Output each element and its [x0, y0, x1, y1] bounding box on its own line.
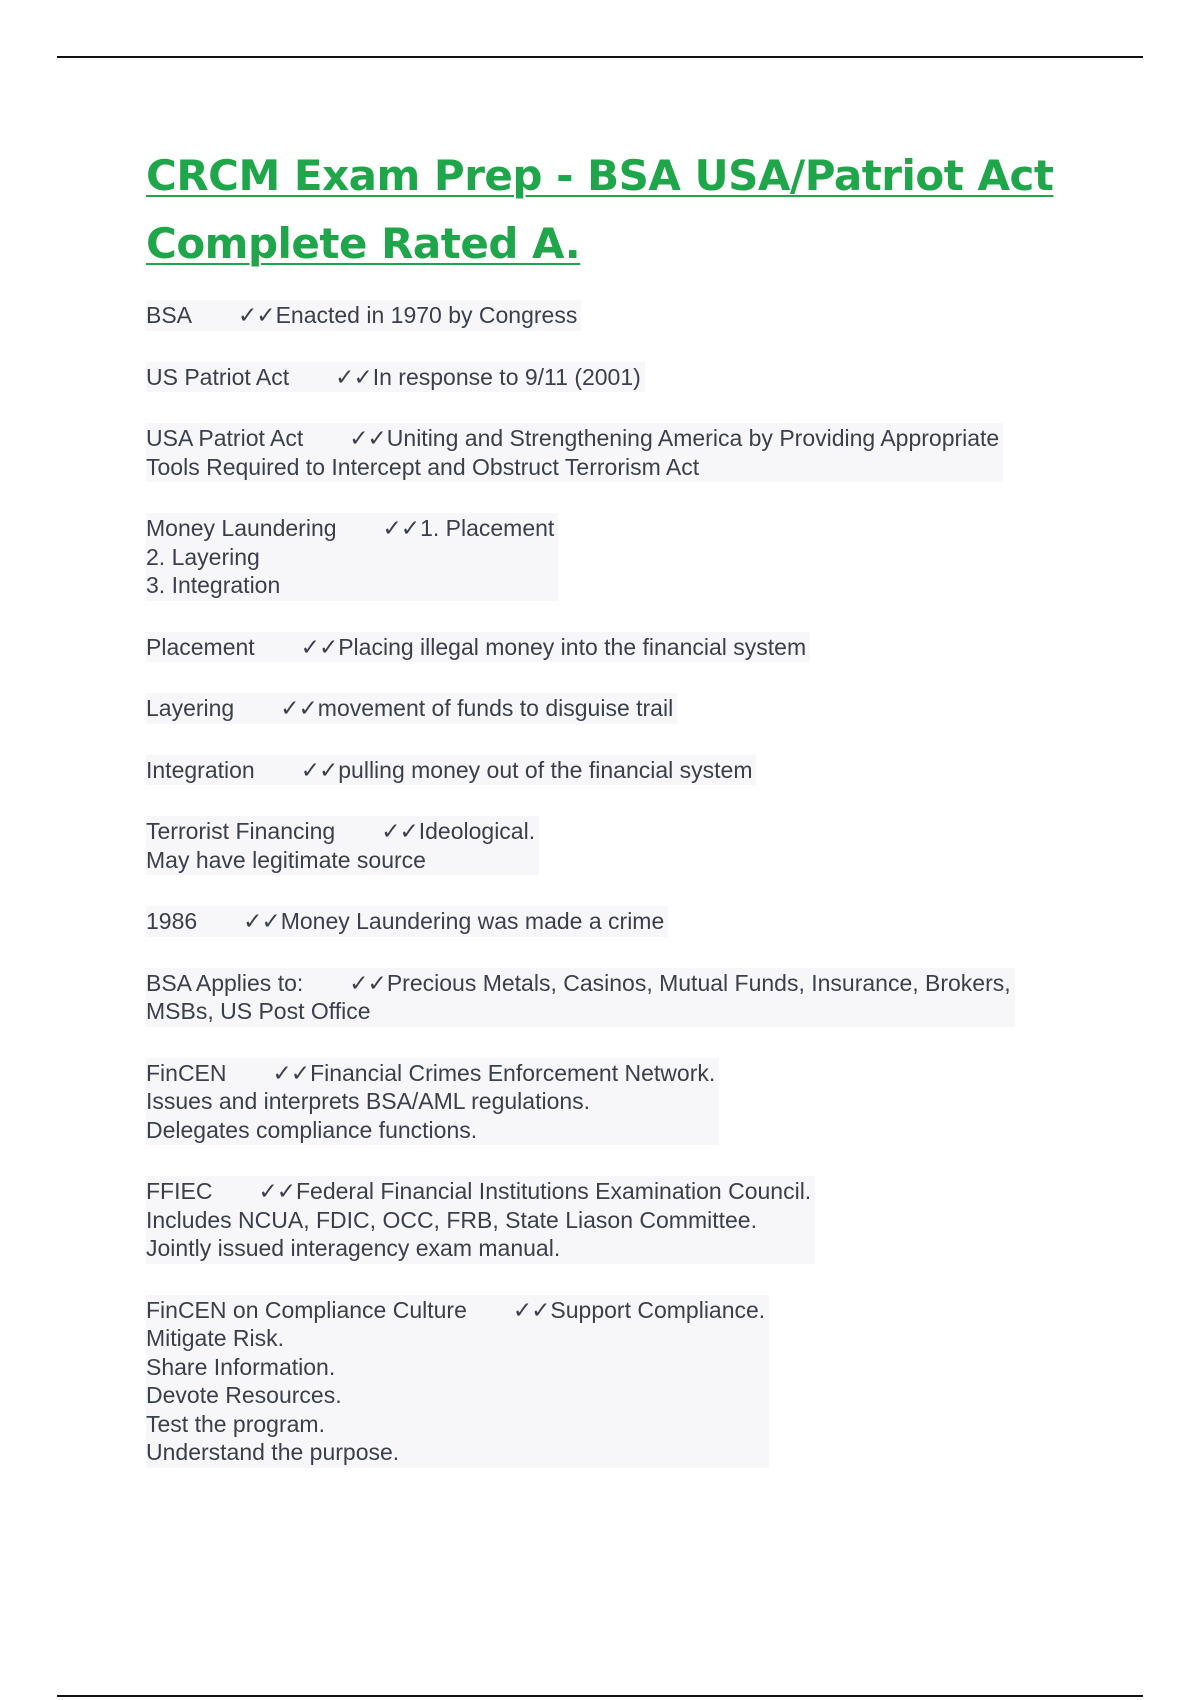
flashcard-term: Integration: [146, 756, 255, 783]
document-body: [146, 142, 1066, 1499]
flashcard-body: [146, 362, 645, 393]
flashcard-term: Terrorist Financing: [146, 818, 336, 844]
double-check-icon: ✓✓: [381, 818, 418, 844]
flashcard-definition-line: Mitigate Risk.: [146, 1325, 285, 1351]
flashcard-term: Money Laundering: [146, 515, 337, 541]
flashcard-body: [146, 1176, 815, 1264]
flashcard-first-line: [146, 694, 673, 723]
flashcard-body: [146, 906, 668, 937]
flashcard-definition-line: Jointly issued interagency exam manual.: [146, 1235, 561, 1261]
flashcard-definition: Uniting and Strengthening America by Providing Appropriate: [386, 425, 1000, 451]
flashcard-term: Layering: [146, 695, 235, 721]
flashcard-first-line: [146, 1296, 765, 1325]
double-check-icon: ✓✓: [349, 425, 386, 451]
flashcard: [146, 755, 1066, 817]
flashcard-definition-line: Delegates compliance functions.: [146, 1116, 478, 1143]
flashcard-definition: Precious Metals, Casinos, Mutual Funds, Insurance, Brokers,: [386, 969, 1011, 996]
flashcard: [146, 632, 1066, 694]
flashcard-definition: Ideological.: [418, 818, 536, 844]
flashcard: [146, 423, 1066, 513]
flashcard: [146, 513, 1066, 632]
double-check-icon: ✓✓: [280, 695, 317, 721]
flashcard-definition: Federal Financial Institutions Examination Council.: [296, 1178, 812, 1204]
double-check-icon: ✓✓: [382, 515, 420, 541]
double-check-icon: ✓✓: [258, 1178, 295, 1204]
double-check-icon: ✓✓: [243, 908, 280, 934]
flashcard-definition: Financial Crimes Enforcement Network.: [310, 1059, 716, 1086]
flashcard-first-line: [146, 756, 752, 785]
flashcard-list: [146, 300, 1066, 1499]
flashcard-first-line: [146, 1177, 811, 1206]
flashcard-term: 1986: [146, 908, 198, 934]
flashcard-body: [146, 423, 1003, 482]
flashcard-definition-line: Understand the purpose.: [146, 1439, 400, 1465]
double-check-icon: ✓✓: [335, 363, 372, 390]
double-check-icon: ✓✓: [300, 633, 338, 660]
flashcard-body: [146, 693, 677, 724]
flashcard: [146, 816, 1066, 906]
flashcard-first-line: [146, 424, 999, 453]
flashcard-definition: Support Compliance.: [550, 1296, 766, 1323]
double-check-icon: ✓✓: [238, 302, 275, 328]
top-rule: [57, 56, 1143, 58]
flashcard-body: [146, 1295, 769, 1468]
flashcard: [146, 300, 1066, 362]
flashcard-first-line: [146, 301, 577, 330]
flashcard: [146, 1295, 1066, 1499]
flashcard-definition: 1. Placement: [420, 515, 555, 541]
flashcard-first-line: [146, 1059, 715, 1088]
flashcard-definition-line: May have legitimate source: [146, 846, 426, 873]
flashcard: [146, 1176, 1066, 1295]
flashcard: [146, 362, 1066, 424]
flashcard-term: FinCEN on Compliance Culture: [146, 1296, 467, 1323]
flashcard-definition-line: Issues and interprets BSA/AML regulations.: [146, 1088, 591, 1114]
flashcard-definition-line: 2. Layering: [146, 543, 260, 570]
flashcard-body: [146, 513, 558, 601]
flashcard-term: BSA: [146, 302, 193, 328]
flashcard-definition-line: 3. Integration: [146, 572, 281, 598]
flashcard-first-line: [146, 633, 806, 662]
document-title-line-1: CRCM Exam Prep - BSA USA/Patriot Act: [146, 151, 1054, 200]
flashcard-body: [146, 632, 810, 663]
flashcard-definition: Money Laundering was made a crime: [280, 908, 665, 934]
double-check-icon: ✓✓: [512, 1296, 550, 1323]
flashcard-definition: pulling money out of the financial system: [338, 756, 753, 783]
flashcard-definition-line: Tools Required to Intercept and Obstruct Terrorism Act: [146, 453, 700, 480]
flashcard-term: Placement: [146, 633, 255, 660]
flashcard: [146, 906, 1066, 968]
flashcard-definition-line: MSBs, US Post Office: [146, 998, 371, 1024]
double-check-icon: ✓✓: [300, 756, 338, 783]
flashcard-first-line: [146, 969, 1011, 998]
document-title: [146, 142, 1066, 278]
flashcard-body: [146, 755, 756, 786]
flashcard-definition-line: Includes NCUA, FDIC, OCC, FRB, State Liason Committee.: [146, 1206, 757, 1233]
flashcard-definition: Placing illegal money into the financial system: [338, 633, 807, 660]
flashcard-first-line: [146, 907, 664, 936]
flashcard-term: FinCEN: [146, 1059, 227, 1086]
flashcard: [146, 693, 1066, 755]
flashcard-definition-line: Test the program.: [146, 1410, 325, 1437]
flashcard-first-line: [146, 363, 641, 392]
flashcard-body: [146, 968, 1015, 1027]
flashcard-first-line: [146, 514, 554, 543]
flashcard-definition: In response to 9/11 (2001): [372, 363, 641, 390]
flashcard-definition-line: Share Information.: [146, 1353, 336, 1380]
flashcard-definition: movement of funds to disguise trail: [317, 695, 674, 721]
double-check-icon: ✓✓: [349, 969, 386, 996]
document-title-line-2: Complete Rated A.: [146, 219, 581, 268]
flashcard-term: BSA Applies to:: [146, 969, 304, 996]
bottom-rule: [57, 1695, 1143, 1697]
flashcard-term: US Patriot Act: [146, 363, 290, 390]
flashcard-definition-line: Devote Resources.: [146, 1382, 342, 1408]
flashcard: [146, 968, 1066, 1058]
flashcard-term: FFIEC: [146, 1178, 213, 1204]
flashcard-body: [146, 300, 581, 331]
flashcard-first-line: [146, 817, 535, 846]
flashcard-body: [146, 816, 539, 875]
flashcard: [146, 1058, 1066, 1177]
double-check-icon: ✓✓: [272, 1059, 310, 1086]
flashcard-body: [146, 1058, 719, 1146]
flashcard-definition: Enacted in 1970 by Congress: [275, 302, 578, 328]
flashcard-term: USA Patriot Act: [146, 425, 304, 451]
